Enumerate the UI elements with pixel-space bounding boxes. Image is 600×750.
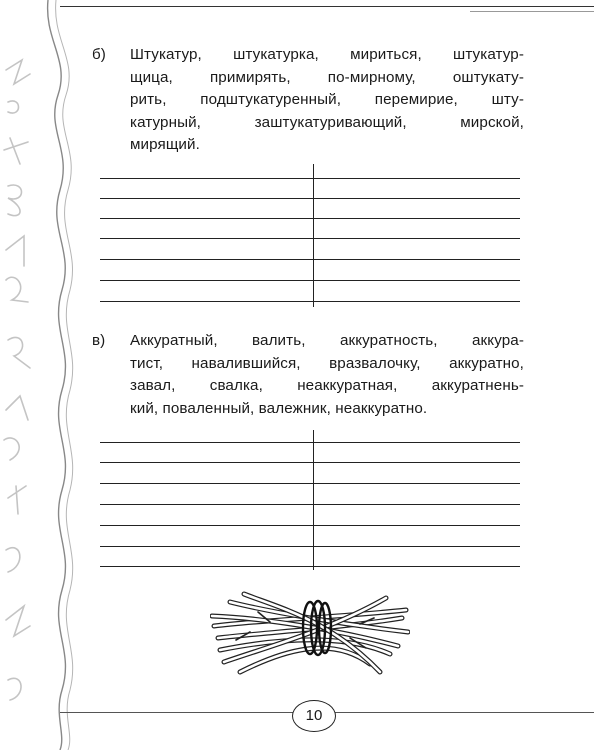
writing-line [100, 259, 520, 260]
writing-line [100, 546, 520, 547]
writing-line [100, 301, 520, 302]
writing-line [100, 178, 520, 179]
writing-line [100, 566, 520, 567]
writing-line [100, 198, 520, 199]
writing-line [100, 280, 520, 281]
text-line: Аккуратный, валить, аккуратность, аккура- [130, 332, 524, 349]
exercise-marker: в) [92, 332, 106, 349]
writing-line [100, 462, 520, 463]
text-line: кий, поваленный, валежник, неаккуратно. [130, 399, 428, 417]
answer-lines-b[interactable] [100, 164, 520, 307]
exercise-b [92, 44, 524, 154]
writing-line [100, 442, 520, 443]
text-line: Штукатур, штукатурка, мириться, штукатур- [130, 46, 524, 63]
text-line: катурный, заштукатуривающий, мирской, [130, 113, 524, 131]
exercise-word-list [130, 330, 524, 420]
exercise-marker: б) [92, 46, 106, 63]
text-line: рить, подштукатуренный, перемирие, шту- [130, 91, 524, 108]
bundle-of-twigs-illustration [210, 588, 410, 678]
column-divider [313, 430, 314, 570]
column-divider [313, 164, 314, 307]
top-border [60, 6, 594, 7]
page-margin-decoration [0, 0, 80, 750]
text-line: мирящий. [130, 136, 200, 153]
answer-lines-v[interactable] [100, 430, 520, 570]
text-line: завал, свалка, неаккуратная, аккуратнень- [130, 377, 524, 394]
writing-line [100, 525, 520, 526]
page-number: 10 [292, 700, 336, 732]
writing-line [100, 218, 520, 219]
writing-line [100, 483, 520, 484]
exercise-v [92, 330, 524, 420]
writing-line [100, 504, 520, 505]
writing-line [100, 238, 520, 239]
text-line: тист, навалившийся, вразвалочку, аккуратно, [130, 354, 524, 372]
top-border-accent [470, 11, 594, 12]
exercise-word-list [130, 44, 524, 157]
text-line: щица, примирять, по-мирному, оштукату- [130, 68, 524, 86]
